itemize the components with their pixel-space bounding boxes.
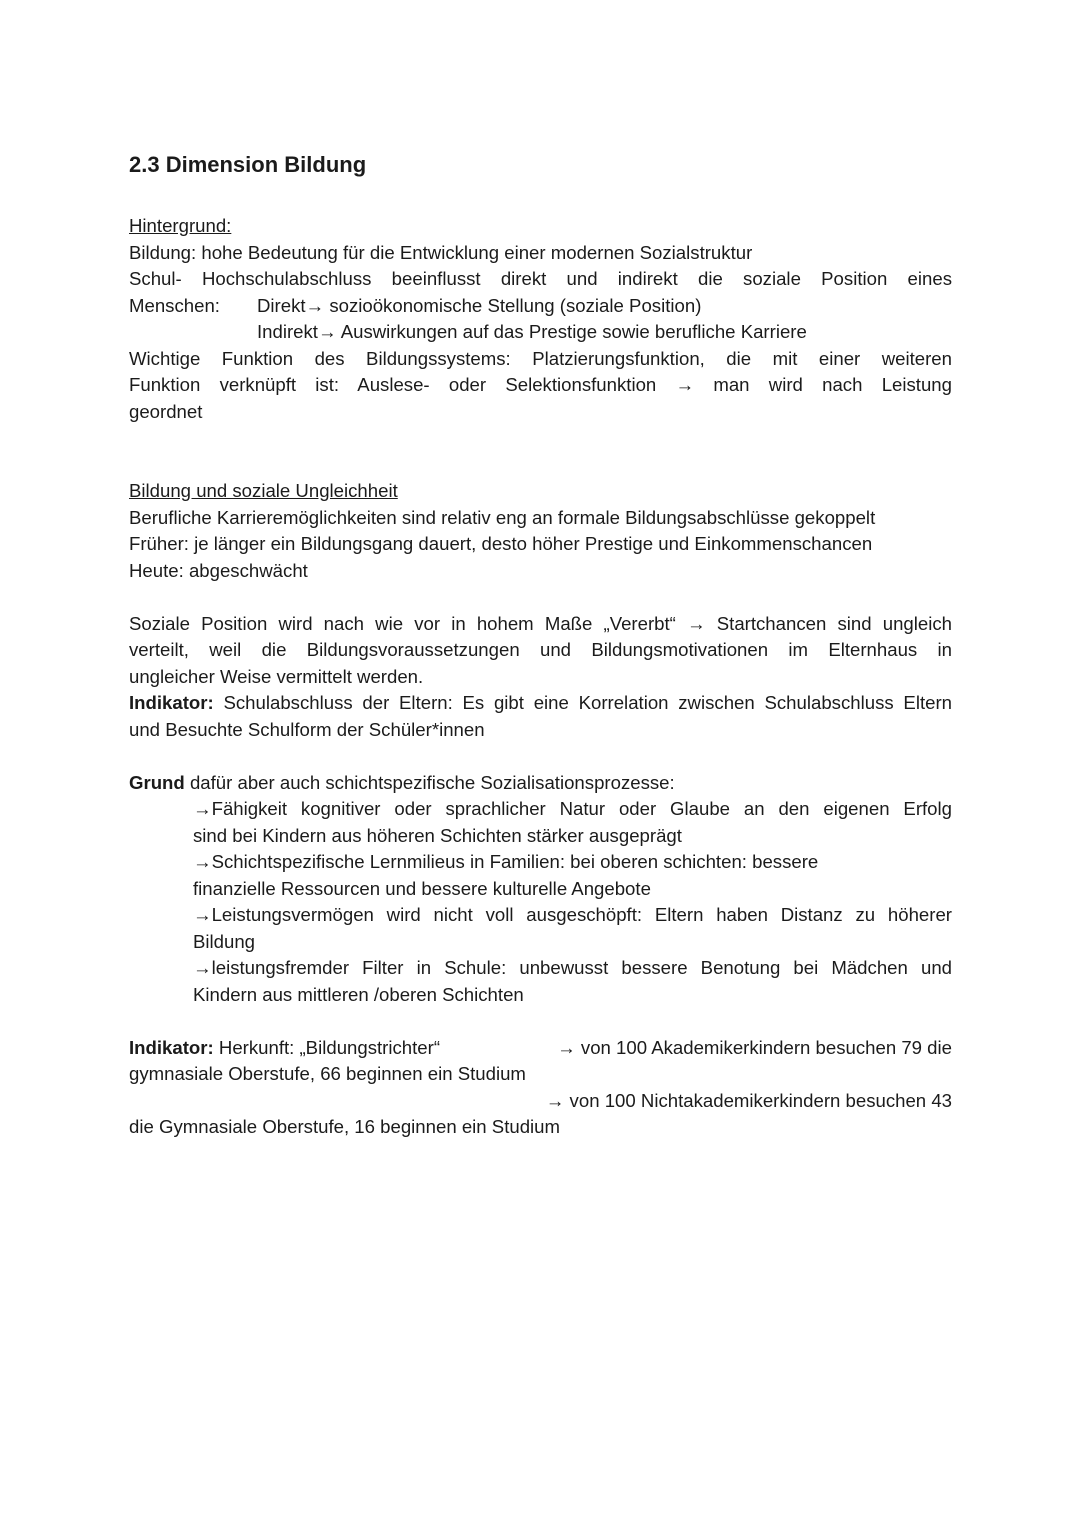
text-line: Bildung: hohe Bedeutung für die Entwicklung einer modernen Sozialstruktur bbox=[129, 241, 753, 263]
text-line: Früher: je länger ein Bildungsgang dauert, desto höher Prestige und Einkommenschancen bbox=[129, 533, 873, 554]
text-line bbox=[129, 293, 952, 320]
section-ungleichheit bbox=[129, 478, 952, 584]
label-indikator: Indikator: bbox=[129, 1036, 214, 1058]
text-line: Heute: abgeschwächt bbox=[129, 559, 308, 581]
text-line: ungleicher Weise vermittelt werden. bbox=[129, 665, 424, 687]
heading-hintergrund: Hintergrund: bbox=[129, 215, 232, 236]
text-line bbox=[129, 1035, 952, 1062]
section-vererbt bbox=[129, 611, 952, 744]
text-indirekt: Indirekt→ Auswirkungen auf das Prestige sowie berufliche Karriere bbox=[257, 321, 807, 342]
heading-ungleichheit: Bildung und soziale Ungleichheit bbox=[129, 480, 398, 501]
text-line: finanzielle Ressourcen und bessere kulturelle Angebote bbox=[193, 877, 651, 899]
text-line bbox=[129, 690, 952, 717]
section-grund bbox=[129, 770, 952, 1009]
text-line: verteilt, weil die Bildungsvoraussetzungen und Bildungsmotivationen im Elternhaus in bbox=[129, 639, 952, 660]
label-menschen: Menschen: bbox=[129, 294, 220, 316]
text-line: Bildung bbox=[193, 930, 256, 952]
text-line: Funktion verknüpft ist: Auslese- oder Selektionsfunktion → man wird nach Leistung bbox=[129, 374, 952, 395]
text-herkunft: Herkunft: „Bildungstrichter“ bbox=[218, 1036, 441, 1058]
text-line: gymnasiale Oberstufe, 66 beginnen ein Studium bbox=[129, 1063, 526, 1084]
text-indikator: Schulabschluss der Eltern: Es gibt eine Korrelation zwischen Schulabschluss Eltern bbox=[223, 692, 952, 713]
text-line: geordnet bbox=[129, 400, 203, 422]
section-herkunft bbox=[129, 1035, 952, 1141]
text-line: Kindern aus mittleren /oberen Schichten bbox=[193, 983, 524, 1005]
section-hintergrund bbox=[129, 213, 952, 425]
text-line: und Besuchte Schulform der Schüler*innen bbox=[129, 718, 485, 740]
label-grund: Grund bbox=[129, 771, 185, 793]
text-nichtakademiker: → von 100 Nichtakademikerkindern besuchen 43 bbox=[545, 1089, 952, 1111]
text-akademiker: → von 100 Akademikerkindern besuchen 79 die bbox=[557, 1036, 952, 1058]
text-line: →leistungsfremder Filter in Schule: unbewusst bessere Benotung bei Mädchen und bbox=[193, 957, 952, 978]
text-line: Schul- Hochschulabschluss beeinflusst direkt und indirekt die soziale Position eines bbox=[129, 268, 952, 289]
document-page bbox=[129, 150, 952, 1141]
text-line: →Leistungsvermögen wird nicht voll ausgeschöpft: Eltern haben Distanz zu höherer bbox=[193, 904, 952, 925]
text-line: sind bei Kindern aus höheren Schichten stärker ausgeprägt bbox=[193, 824, 682, 846]
text-line: →Schichtspezifische Lernmilieus in Familien: bei oberen schichten: bessere bbox=[193, 851, 819, 872]
label-indikator: Indikator: bbox=[129, 692, 214, 713]
text-direkt: Direkt→ sozioökonomische Stellung (soziale Position) bbox=[257, 294, 702, 316]
text-grund-intro: dafür aber auch schichtspezifische Sozialisationsprozesse: bbox=[189, 771, 675, 793]
list-item bbox=[129, 849, 952, 902]
list-item bbox=[129, 796, 952, 849]
text-line bbox=[129, 770, 952, 797]
text-line: die Gymnasiale Oberstufe, 16 beginnen ein Studium bbox=[129, 1116, 561, 1137]
list-item bbox=[129, 955, 952, 1008]
section-title: 2.3 Dimension Bildung bbox=[129, 152, 367, 177]
text-line: Wichtige Funktion des Bildungssystems: Platzierungsfunktion, die mit einer weiteren bbox=[129, 347, 952, 369]
text-line: →Fähigkeit kognitiver oder sprachlicher Natur oder Glaube an den eigenen Erfolg bbox=[193, 798, 952, 819]
text-line: Berufliche Karrieremöglichkeiten sind relativ eng an formale Bildungsabschlüsse gekoppelt bbox=[129, 506, 876, 528]
list-item bbox=[129, 902, 952, 955]
text-line: Soziale Position wird nach wie vor in hohem Maße „Vererbt“ → Startchancen sind ungleich bbox=[129, 612, 952, 634]
